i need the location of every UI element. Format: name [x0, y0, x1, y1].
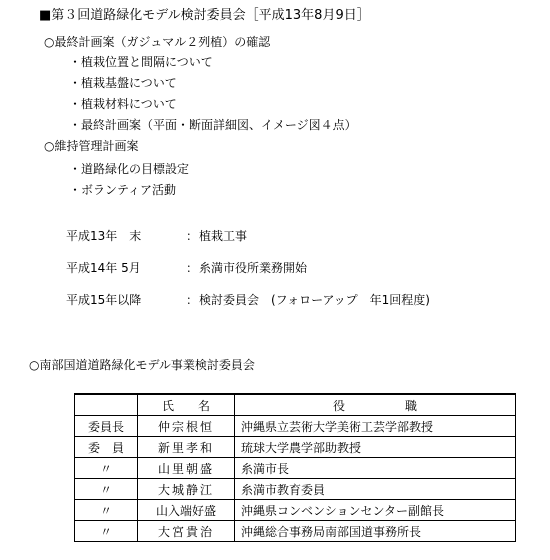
member-title: 委 員: [75, 437, 138, 458]
member-title: 委員長: [75, 416, 138, 437]
table-row: [75, 521, 516, 542]
member-name: 山里朝盛: [138, 458, 235, 479]
list-item: ・植栽位置と間隔について: [69, 55, 213, 69]
list-item: ・道路緑化の目標設定: [69, 162, 190, 176]
member-role: 沖縄総合事務局南部国道事務所長: [235, 521, 516, 542]
schedule-year: 平成15年以降: [66, 293, 142, 307]
column-header-role: 役 職: [235, 394, 516, 416]
committee-title: ○南部国道道路緑化モデル事業検討委員会: [29, 358, 255, 372]
document-heading: ■第３回道路緑化モデル検討委員会［平成13年8月9日］: [39, 8, 370, 23]
schedule-separator: ：: [186, 293, 199, 307]
member-title: 〃: [75, 479, 138, 500]
schedule-separator: ：: [186, 229, 199, 243]
schedule-year: 平成13年 末: [66, 229, 142, 243]
list-item: ・ボランティア活動: [69, 183, 177, 197]
member-title: 〃: [75, 500, 138, 521]
list-item: ・植栽基盤について: [69, 76, 177, 90]
member-role: 糸満市長: [235, 458, 516, 479]
member-name: 新里孝和: [138, 437, 235, 458]
schedule-description: 植栽工事: [199, 229, 248, 243]
table-row: [75, 479, 516, 500]
section-title-maintenance-plan: ○維持管理計画案: [44, 139, 139, 153]
member-name: 仲宗根恒: [138, 416, 235, 437]
list-item: ・最終計画案（平面・断面詳細図、イメージ図４点）: [69, 118, 357, 132]
member-title: 〃: [75, 458, 138, 479]
table-header-row: [75, 394, 516, 416]
table-row: [75, 458, 516, 479]
schedule-separator: ：: [186, 261, 199, 275]
committee-table: [74, 393, 516, 542]
member-role: 沖縄県立芸術大学美術工芸学部教授: [235, 416, 516, 437]
schedule-year: 平成14年 5月: [66, 261, 141, 275]
column-header-title: [75, 394, 138, 416]
column-header-name: 氏 名: [138, 394, 235, 416]
table-row: [75, 416, 516, 437]
member-title: 〃: [75, 521, 138, 542]
member-name: 大宮貴治: [138, 521, 235, 542]
section-title-final-plan: ○最終計画案（ガジュマル２列植）の確認: [44, 35, 271, 49]
table-row: [75, 500, 516, 521]
list-item: ・植栽材料について: [69, 97, 177, 111]
schedule-description: 糸満市役所業務開始: [199, 261, 308, 275]
member-role: 沖縄県コンベンションセンター副館長: [235, 500, 516, 521]
table-row: [75, 437, 516, 458]
member-role: 糸満市教育委員: [235, 479, 516, 500]
member-name: 山入端好盛: [138, 500, 235, 521]
schedule-description: 検討委員会 (フォローアップ 年1回程度): [199, 293, 430, 307]
member-role: 琉球大学農学部助教授: [235, 437, 516, 458]
member-name: 大城静江: [138, 479, 235, 500]
